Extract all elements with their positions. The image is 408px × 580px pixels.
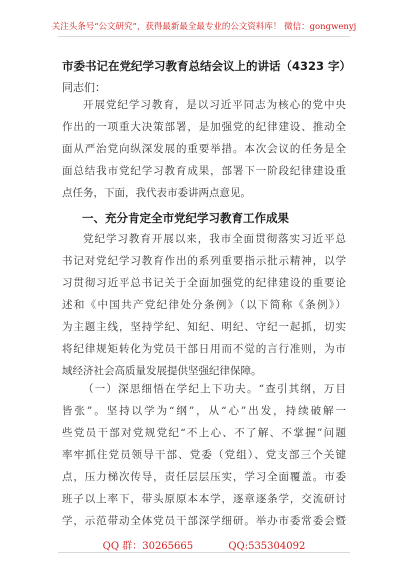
text-line: 皆张”。坚持以学为“纲”，从“心”出发，持续破解一 — [62, 405, 346, 417]
text-line: 将纪律规矩转化为党员干部日用而不觉的言行准则，为市 — [62, 343, 346, 355]
text-line: 率牢抓住党员领导干部、党委（党组）、党支部三个关键 — [62, 449, 346, 461]
text-line: 述和《中国共产党纪律处分条例》（以下简称《条例》） — [62, 299, 346, 311]
text-line: 点任务，下面，我代表市委讲两点意见。 — [62, 187, 251, 199]
section-heading: 一、充分肯定全市党纪学习教育工作成果 — [82, 211, 289, 225]
text-line: 学，示范带动全体党员干部深学细研。举办市委常委会暨 — [62, 515, 346, 527]
text-line: 书记对党纪学习教育作出的系列重要指示批示精神，以学 — [62, 255, 346, 267]
text-line: 班子以上率下，带头原原本本学，逐章逐条学，交流研讨 — [62, 493, 346, 505]
footer-divider — [58, 552, 350, 553]
document-title: 市委书记在党纪学习教育总结会议上的讲话（4323 字） — [62, 59, 352, 73]
text-line: 开展党纪学习教育，是以习近平同志为核心的党中央 — [83, 99, 346, 111]
intro-paragraph — [62, 94, 346, 204]
text-line: 作出的一项重大决策部署，是加强党的纪律建设、推动全 — [62, 121, 346, 133]
text-line: 习贯彻习近平总书记关于全面加强党的纪律建设的重要论 — [62, 277, 346, 289]
text-line: 点，压力梯次传导，责任层层压实，学习全面覆盖。市委 — [62, 471, 346, 483]
text-line: 面总结我市党纪学习教育成果，部署下一阶段纪律建设重 — [62, 165, 346, 177]
footer-qq-group: QQ 群：30265665 — [102, 541, 194, 552]
section1-paragraph — [62, 228, 346, 382]
text-line: 些党员干部对党规党纪“不上心、不了解、不掌握”问题 — [62, 427, 346, 439]
header-divider — [58, 36, 350, 37]
text-line: 域经济社会高质量发展提供坚强纪律保障。 — [62, 365, 262, 377]
top-banner: 关注头条号“公文研究”，获得最新最全最专业的公文资料库！ 微信：gongwenyj — [51, 22, 357, 32]
text-line: （一）深思细悟在学纪上下功夫。“查引其纲，万目 — [83, 383, 346, 395]
salutation: 同志们： — [62, 81, 106, 94]
text-line: 面从严治党向纵深发展的重要举措。本次会议的任务是全 — [62, 143, 346, 155]
footer-qq: QQ:535304092 — [228, 541, 306, 552]
text-line: 党纪学习教育开展以来，我市全面贯彻落实习近平总 — [83, 233, 346, 245]
subsection-paragraph — [62, 378, 346, 532]
text-line: 为主题主线，坚持学纪、知纪、明纪、守纪一起抓，切实 — [62, 321, 346, 333]
footer-contact — [0, 537, 408, 552]
